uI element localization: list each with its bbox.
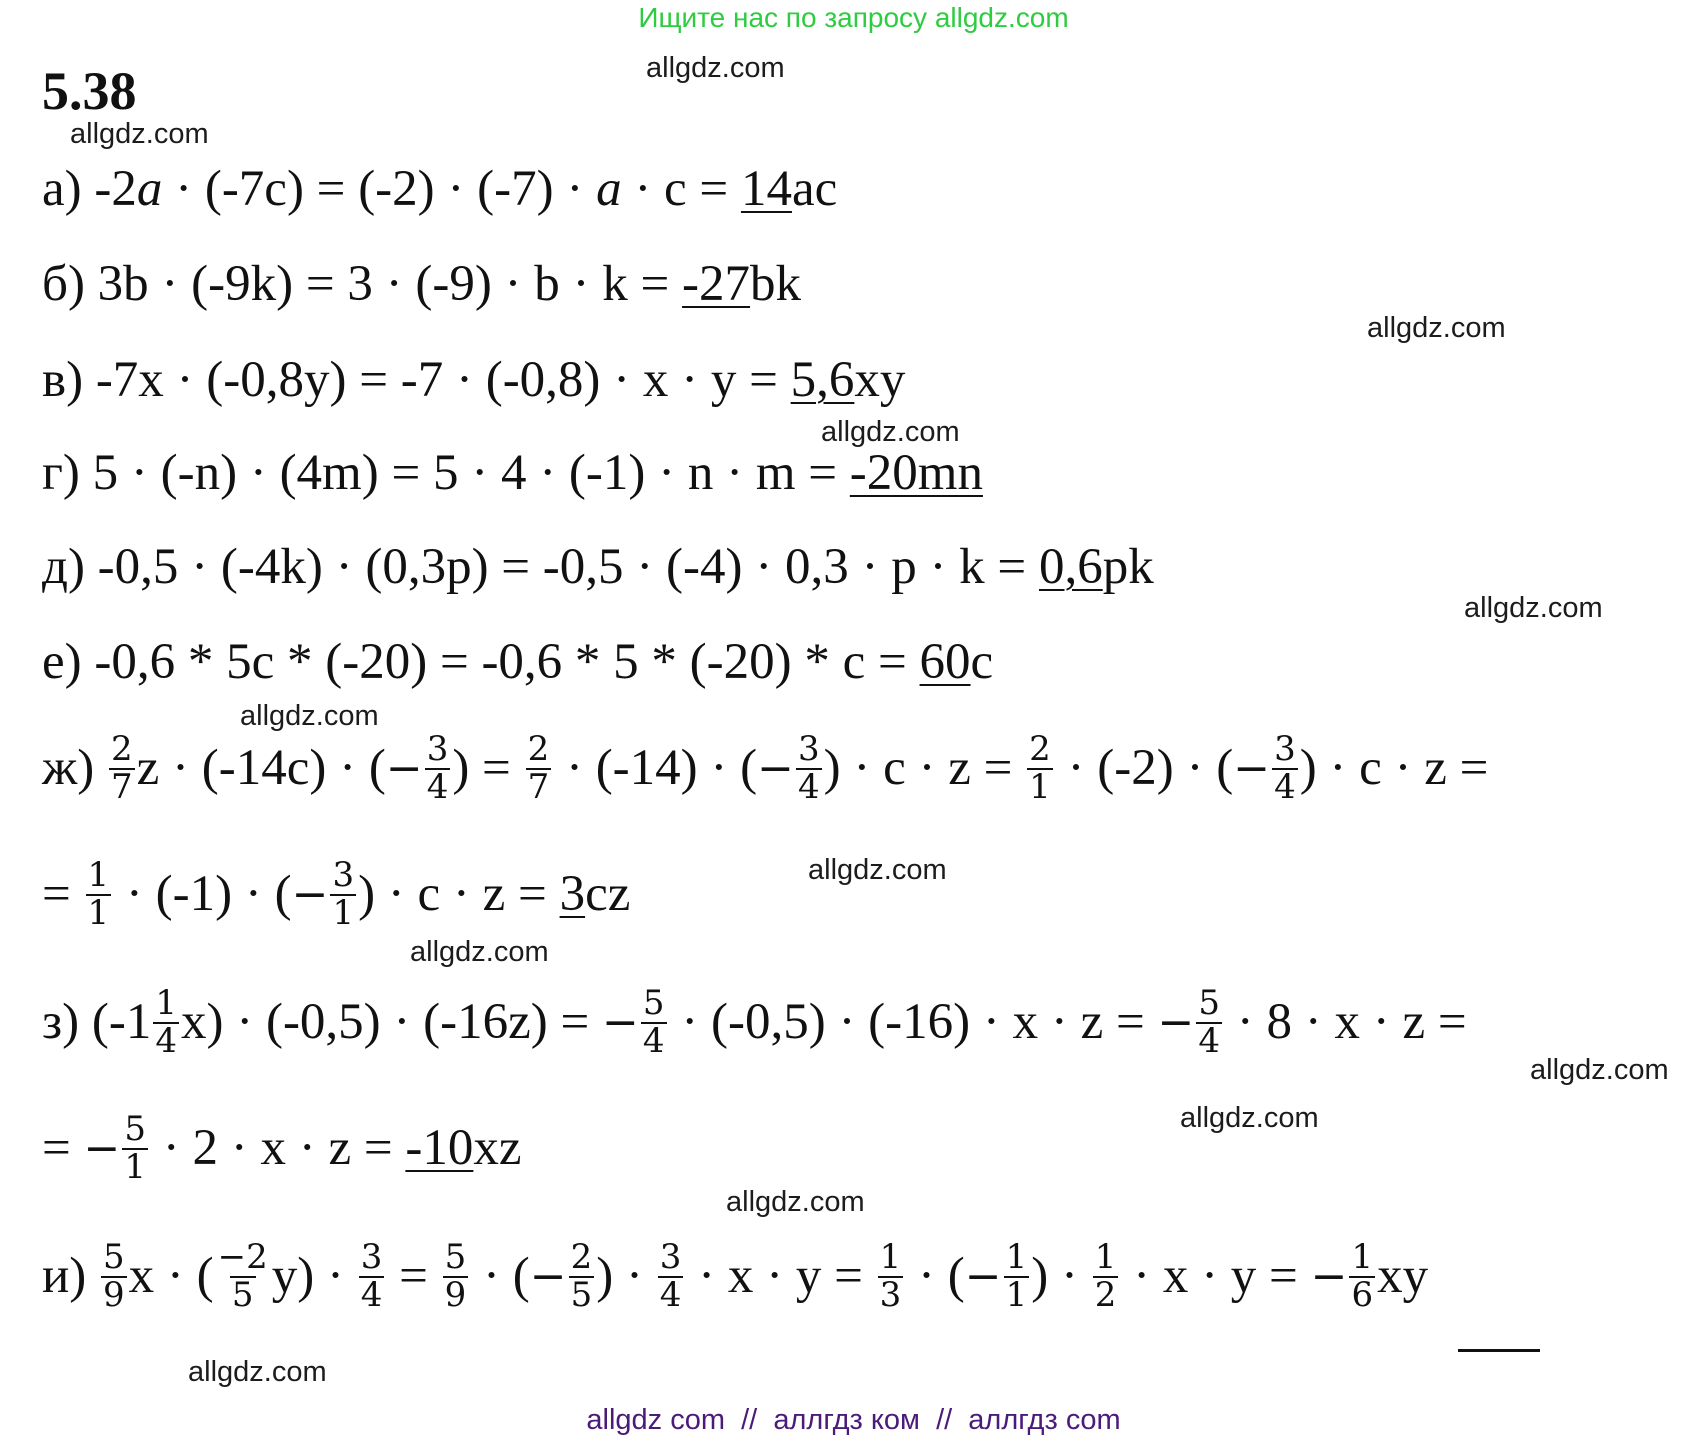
watermark: allgdz.com <box>808 854 947 886</box>
fraction: $\frac{3}{4}$ <box>360 1237 383 1315</box>
footer-links: allgdz com // аллгдз ком // аллгдз com <box>586 1404 1121 1436</box>
solution-line-b: б) 3b · (-9k) = 3 · (-9) · b · k = -27 bk <box>42 256 802 312</box>
solution-line-zh-2: = $\frac{1}{1}$ · (-1) · ( − $\frac{3}{1}$ ) · c · z = 3 cz <box>42 855 631 933</box>
solution-line-v: в) -7x · (-0,8y) = -7 · (-0,8) · x · y = 5,6 xy <box>42 352 906 408</box>
watermark: allgdz.com <box>1530 1054 1669 1086</box>
fraction: $\frac{2}{1}$ <box>1029 729 1051 807</box>
fraction: $\frac{5}{4}$ <box>1198 983 1221 1061</box>
answer-coefficient: 60 <box>919 634 971 690</box>
footer-link[interactable]: allgdz com <box>586 1404 725 1436</box>
solution-line-zh-1: ж) $\frac{2}{7}$ z · (-14c) · ( − $\frac{3}{4}$ ) = $\frac{2}{7}$ · (-14) · ( − $\frac{3}{4}$ ) · c · z = $\frac{2}{1}$ · (-2) · ( − $\frac{3}{4}$ ) · c · z = <box>42 729 1489 807</box>
solution-line-e: е) -0,6 * 5c * (-20) = -0,6 * 5 * (-20) * c = 60 c <box>42 634 994 690</box>
fraction: $\frac{1}{1}$ <box>87 855 110 933</box>
watermark: allgdz.com <box>240 700 379 732</box>
fraction: $\frac{3}{4}$ <box>1274 729 1296 807</box>
fraction: $\frac{5}{9}$ <box>103 1237 125 1315</box>
solution-line-d: д) -0,5 · (-4k) · (0,3p) = -0,5 · (-4) · 0,3 · p · k = 0,6 pk <box>42 539 1154 595</box>
solution-line-g: г) 5 · (-n) · (4m) = 5 · 4 · (-1) · n · m = -20mn <box>42 445 983 501</box>
watermark: allgdz.com <box>1464 592 1603 624</box>
fraction: $\frac{2}{5}$ <box>570 1237 593 1315</box>
fraction: $\frac{-2}{5}$ <box>217 1237 268 1315</box>
answer-coefficient: 3 <box>559 866 586 923</box>
watermark: allgdz.com <box>1180 1102 1319 1134</box>
fraction: $\frac{3}{4}$ <box>798 729 820 807</box>
answer-coefficient: -10 <box>405 1120 474 1177</box>
fraction: $\frac{1}{3}$ <box>879 1237 902 1315</box>
watermark: allgdz.com <box>410 936 549 968</box>
watermark: allgdz.com <box>188 1356 327 1388</box>
fraction: $\frac{2}{7}$ <box>110 729 133 807</box>
solution-line-z-2: = − $\frac{5}{1}$ · 2 · x · z = -10 xz <box>42 1109 522 1187</box>
fraction: $\frac{1}{6}$ <box>1351 1237 1374 1315</box>
footer-link[interactable]: аллгдз ком <box>773 1404 920 1436</box>
search-banner: Ищите нас по запросу allgdz.com <box>638 2 1069 33</box>
solution-line-i: и) $\frac{5}{9}$ x · ( $\frac{-2}{5}$ y) · $\frac{3}{4}$ = $\frac{5}{9}$ · ( − $\frac{2}{5}$ ) · $\frac{3}{4}$ · x · y = $\frac{1}{3}$ · ( − $\frac{1}{1}$ ) · $\frac{1}{2}$ · x · y = − $\frac{1}{6}$ xy <box>42 1237 1429 1315</box>
fraction: $\frac{5}{1}$ <box>124 1109 147 1187</box>
fraction: $\frac{3}{4}$ <box>659 1237 682 1315</box>
fraction: $\frac{1}{2}$ <box>1094 1237 1117 1315</box>
answer-coefficient: -27 <box>682 256 751 312</box>
watermark: allgdz.com <box>821 416 960 448</box>
fraction: $\frac{3}{1}$ <box>332 855 355 933</box>
fraction: $\frac{5}{9}$ <box>444 1237 467 1315</box>
watermark: allgdz.com <box>1367 312 1506 344</box>
answer-coefficient: 0,6 <box>1038 539 1103 595</box>
fraction: $\frac{5}{4}$ <box>642 983 665 1061</box>
answer-underline <box>1458 1349 1540 1352</box>
answer-coefficient: 5,6 <box>790 352 855 408</box>
answer-coefficient: 14 <box>740 161 792 217</box>
solution-line-a: а) -2 a · (-7c) = (-2) · (-7) · a · c = 14 ac <box>42 161 838 217</box>
fraction: $\frac{1}{4}$ <box>155 983 177 1061</box>
fraction: $\frac{1}{1}$ <box>1005 1237 1028 1315</box>
fraction: $\frac{3}{4}$ <box>426 729 449 807</box>
problem-number: 5.38 <box>42 61 137 121</box>
fraction: $\frac{2}{7}$ <box>527 729 550 807</box>
watermark: allgdz.com <box>726 1186 865 1218</box>
answer-coefficient: -20mn <box>849 445 983 501</box>
watermark: allgdz.com <box>70 118 209 150</box>
watermark: allgdz.com <box>646 52 785 84</box>
footer-link[interactable]: аллгдз com <box>968 1404 1121 1436</box>
solution-line-z-1: з) (-1 $\frac{1}{4}$ x) · (-0,5) · (-16z) = − $\frac{5}{4}$ · (-0,5) · (-16) · x · z = − $\frac{5}{4}$ · 8 · x · z = <box>42 983 1467 1061</box>
